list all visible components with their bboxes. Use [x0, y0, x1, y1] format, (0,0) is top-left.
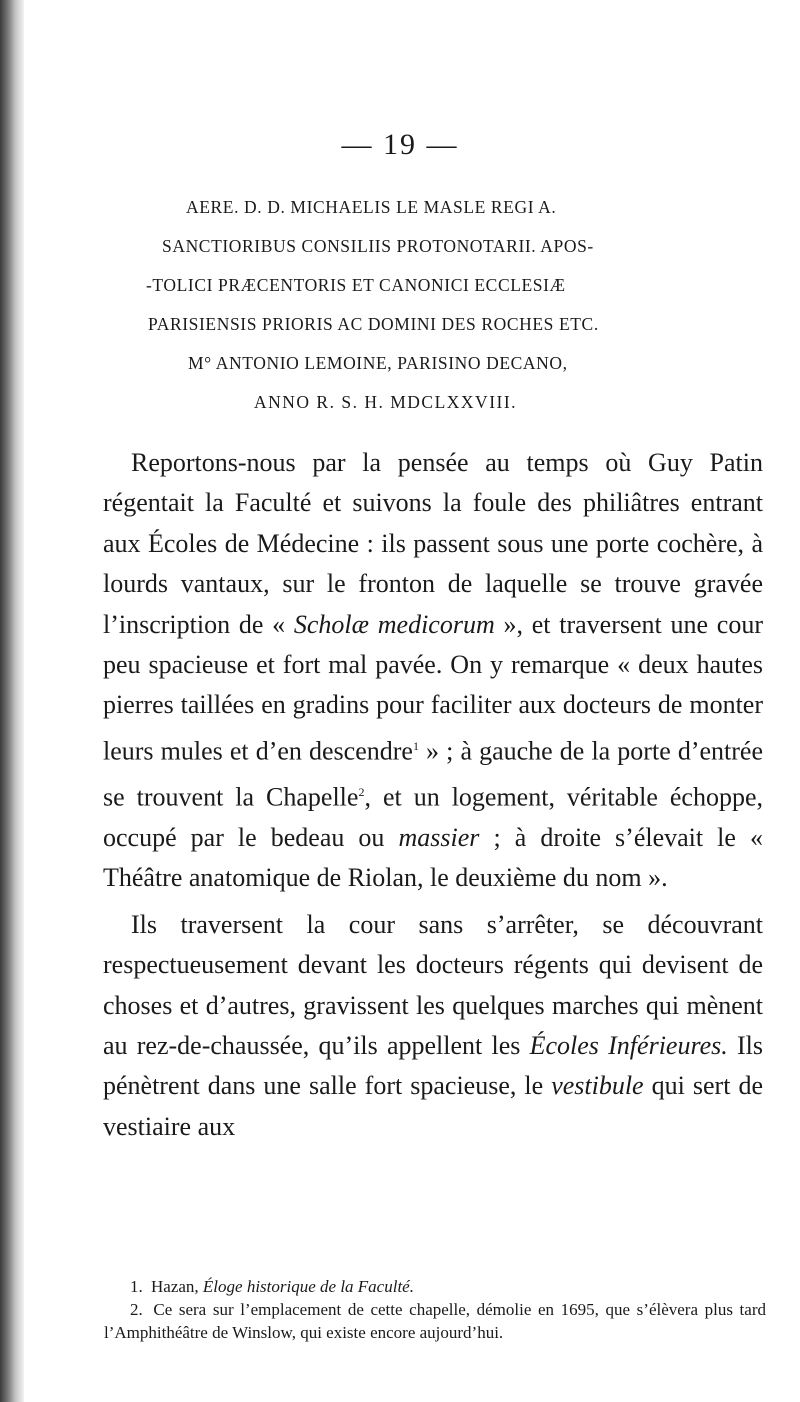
italic-run: Scholæ medicorum — [293, 609, 495, 639]
footnote-ref: 1 — [412, 738, 419, 753]
footnote-author: Hazan, — [151, 1277, 199, 1296]
footnote — [104, 1298, 766, 1344]
paragraph — [103, 905, 763, 1147]
inscription-line: SANCTIORIBUS CONSILIIS PROTONOTARII. APOS- — [162, 236, 594, 256]
paragraph — [103, 443, 763, 899]
italic-run: massier — [398, 822, 480, 852]
italic-run: Écoles Inférieures. — [529, 1031, 728, 1060]
footnote-number: 1. — [130, 1277, 143, 1296]
footnote — [104, 1275, 766, 1298]
footnote-ref: 2 — [358, 784, 365, 799]
text-run: ; à droite s’élevait le « Théâtre anatomique de Riolan, le deuxième du nom ». — [103, 822, 763, 893]
footnote-text: Ce sera sur l’emplacement de cette chapelle, démolie en 1695, que s’élèvera plus tard l’Amphithéâtre de Winslow, qui existe encore aujourd’hui. — [104, 1300, 766, 1342]
inscription-line: M° ANTONIO LEMOINE, PARISINO DECANO, — [188, 353, 568, 373]
text-run: Ils pénètrent dans une salle fort spacieuse, le — [103, 1031, 763, 1101]
inscription-line: -TOLICI PRÆCENTORIS ET CANONICI ECCLESIÆ — [146, 275, 566, 295]
text-run: qui sert de vestiaire aux — [103, 1071, 763, 1141]
footnote-number: 2. — [130, 1300, 143, 1319]
inscription-line: ANNO R. S. H. MDCLXXVIII. — [254, 392, 518, 412]
body-text — [103, 443, 763, 1147]
footnote-title: Éloge historique de la Faculté. — [202, 1277, 414, 1296]
footnotes — [104, 1275, 766, 1344]
page-number: — 19 — — [341, 128, 459, 161]
page-binding-shadow — [0, 0, 24, 1402]
text-run: » ; à gauche de la porte d’entrée se trouvent la Chapelle — [103, 736, 763, 812]
italic-run: vestibule — [551, 1071, 644, 1101]
text-run: Ils traversent la cour sans s’arrêter, se découvrant respectueusement devant les docteurs régents qui devisent de choses et d’autres, gravissent les quelques marches qui mènent au rez-de-chaussée, qu’ils appellent les — [103, 909, 763, 1060]
text-run: Reportons-nous par la pensée au temps où Guy Patin régentait la Faculté et suivons la foule des philiâtres entrant aux Écoles de Médecine : ils passent sous une porte cochère, à lourds vantaux, sur le fronton de laquelle se trouve gravée l’inscription de « — [103, 448, 763, 639]
inscription-line: AERE. D. D. MICHAELIS LE MASLE REGI A. — [186, 197, 557, 217]
text-run: », et traversent une cour peu spacieuse et fort mal pavée. On y remarque « deux hautes pierres taillées en gradins pour faciliter aux docteurs de monter leurs mules et d’en descendre — [103, 609, 763, 766]
latin-inscription — [140, 188, 740, 422]
inscription-line: PARISIENSIS PRIORIS AC DOMINI DES ROCHES ETC. — [148, 314, 599, 334]
text-run: , et un logement, véritable échoppe, occupé par le bedeau ou — [103, 782, 763, 852]
